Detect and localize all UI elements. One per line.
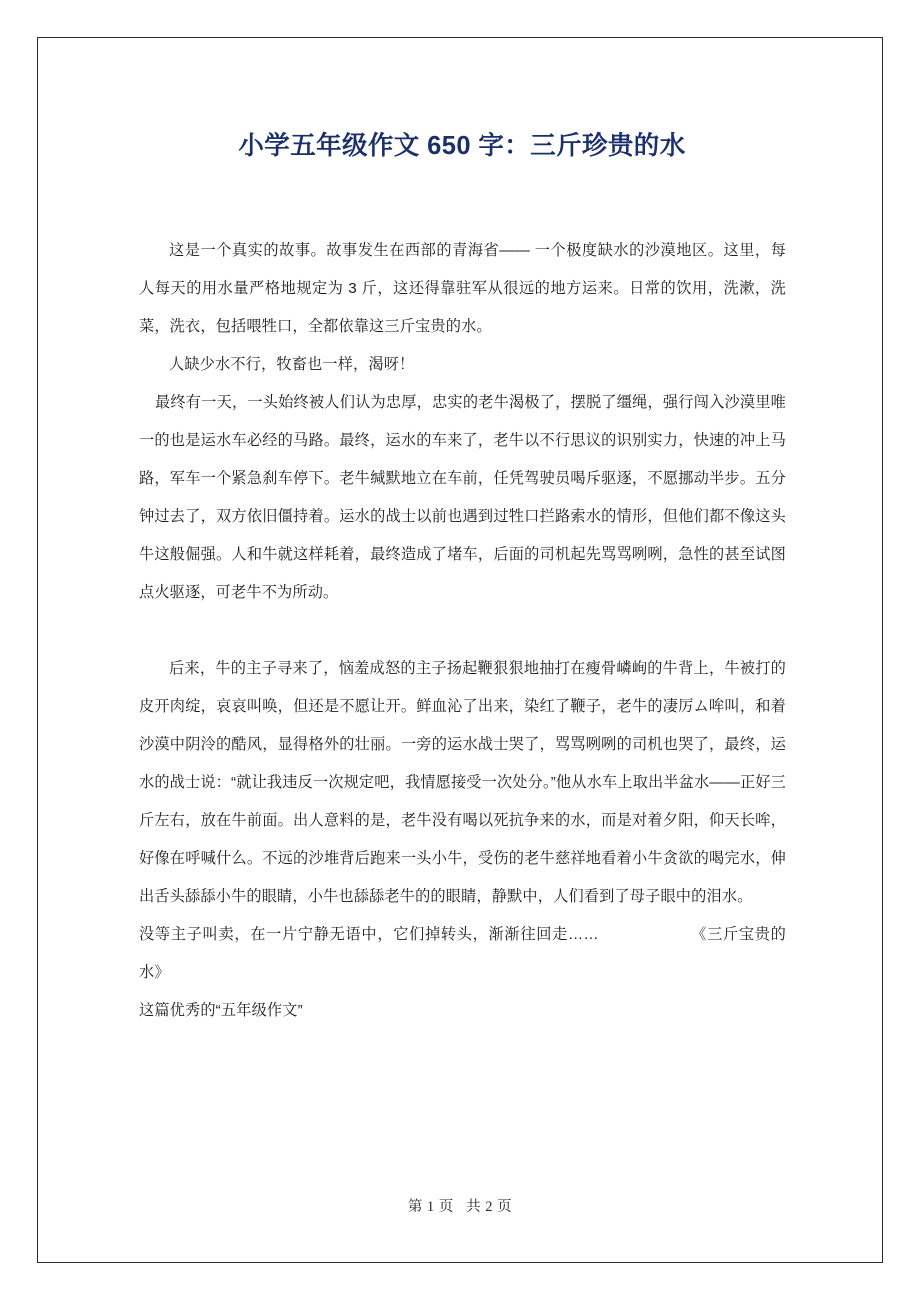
page-title: 小学五年级作文 650 字：三斤珍贵的水 — [238, 132, 686, 161]
paragraph-2: 人缺少水不行，牧畜也一样，渴呀！ — [169, 356, 415, 373]
paragraph-6: 这篇优秀的“五年级作文” — [139, 1002, 303, 1019]
paragraph-5 — [139, 916, 786, 992]
source-citation: 《三斤宝贵的水》 — [139, 926, 786, 981]
paragraph-3: 最终有一天，一头始终被人们认为忠厚，忠实的老牛渴极了，摆脱了缰绳，强行闯入沙漠里唯一的也是运水车必经的马路。最终，运水的车来了，老牛以不行思议的识别实力，快速的冲上马路，军车一个紧急刹车停下。老牛缄默地立在车前，任凭驾驶员喝斥驱逐，不愿挪动半步。五分钟过去了，双方依旧僵持着。运水的战士以前也遇到过牲口拦路索水的情形，但他们都不像这头牛这般倔强。人和牛就这样耗着，最终造成了堵车，后面的司机起先骂骂咧咧，急性的甚至试图点火驱逐，可老牛不为所动。 — [139, 394, 786, 601]
paragraph-5-text: 没等主子叫卖，在一片宁静无语中，它们掉转头，渐渐往回走…… — [139, 926, 599, 943]
page-footer: 第 1 页 共 2 页 — [407, 1199, 513, 1215]
paragraph-4: 后来，牛的主子寻来了，恼羞成怒的主子扬起鞭狠狠地抽打在瘦骨嶙峋的牛背上，牛被打的皮开肉绽，哀哀叫唤，但还是不愿让开。鲜血沁了出来，染红了鞭子，老牛的凄厉ム哞叫，和着沙漠中阴泠的酷风，显得格外的壮丽。一旁的运水战士哭了，骂骂咧咧的司机也哭了，最终，运水的战士说：“就让我违反一次规定吧，我情愿接受一次处分。”他从水车上取出半盆水——正好三斤左右，放在牛前面。出人意料的是，老牛没有喝以死抗争来的水，而是对着夕阳，仰天长哞，好像在呼喊什么。不远的沙堆背后跑来一头小牛，受伤的老牛慈祥地看着小牛贪欲的喝完水，伸出舌头舔舔小牛的眼睛，小牛也舔舔老牛的的眼睛，静默中，人们看到了母子眼中的泪水。 — [139, 660, 786, 905]
paragraph-1: 这是一个真实的故事。故事发生在西部的青海省—— 一个极度缺水的沙漠地区。这里，每人每天的用水量严格地规定为 3 斤，这还得靠驻军从很远的地方运来。日常的饮用，洗漱，洗菜，洗衣，包括喂牲口，全都依靠这三斤宝贵的水。 — [139, 242, 786, 335]
document-body — [139, 232, 786, 1030]
